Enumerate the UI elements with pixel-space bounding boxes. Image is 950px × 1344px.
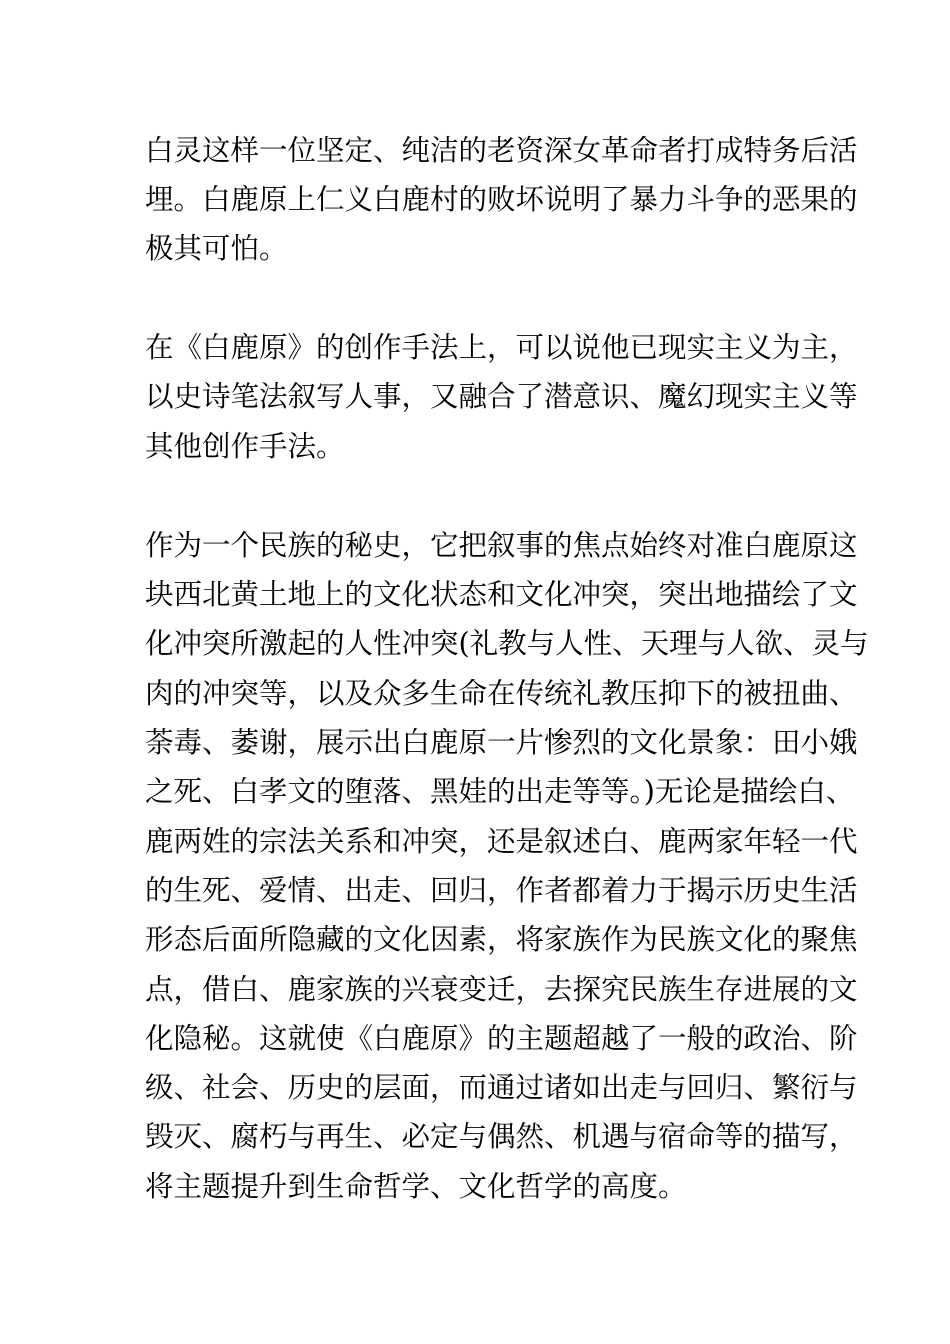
paragraph-3-line-11: 化隐秘。这就使《白鹿原》的主题超越了一般的政治、阶	[145, 1022, 858, 1055]
paragraph-3-line-2: 块西北黄土地上的文化状态和文化冲突，突出地描绘了文	[145, 578, 858, 611]
paragraph-1-line-2: 埋。白鹿原上仁义白鹿村的败坏说明了暴力斗争的恶果的	[145, 183, 858, 216]
paragraph-3-line-6: 之死、白孝文的堕落、黑娃的出走等等。)无论是描绘白、	[145, 775, 855, 808]
paragraph-2-line-1: 在《白鹿原》的创作手法上，可以说他已现实主义为主，	[145, 331, 858, 364]
paragraph-1-line-1: 白灵这样一位坚定、纯洁的老资深女革命者打成特务后活	[145, 134, 858, 167]
paragraph-3-line-4: 肉的冲突等，以及众多生命在传统礼教压抑下的被扭曲、	[145, 677, 858, 710]
paragraph-2-line-2: 以史诗笔法叙写人事，又融合了潜意识、魔幻现实主义等	[145, 380, 858, 413]
paragraph-3-line-9: 形态后面所隐藏的文化因素，将家族作为民族文化的聚焦	[145, 923, 858, 956]
paragraph-3-line-12: 级、社会、历史的层面，而通过诸如出走与回归、繁衍与	[145, 1071, 858, 1104]
paragraph-3-line-1: 作为一个民族的秘史，它把叙事的焦点始终对准白鹿原这	[145, 529, 858, 562]
paragraph-3-line-7: 鹿两姓的宗法关系和冲突，还是叙述白、鹿两家年轻一代	[145, 825, 858, 858]
paragraph-3-line-13: 毁灭、腐朽与再生、必定与偶然、机遇与宿命等的描写，	[145, 1120, 858, 1153]
paragraph-3-line-5: 荼毒、萎谢，展示出白鹿原一片惨烈的文化景象：田小娥	[145, 726, 858, 759]
paragraph-2-line-3: 其他创作手法。	[145, 430, 345, 463]
paragraph-3-line-10: 点，借白、鹿家族的兴衰变迁，去探究民族生存进展的文	[145, 973, 858, 1006]
paragraph-3-line-3: 化冲突所激起的人性冲突(礼教与人性、天理与人欲、灵与	[145, 627, 869, 660]
paragraph-3-line-14: 将主题提升到生命哲学、文化哲学的高度。	[145, 1170, 687, 1203]
paragraph-3-line-8: 的生死、爱情、出走、回归，作者都着力于揭示历史生活	[145, 874, 858, 907]
paragraph-1-line-3: 极其可怕。	[145, 232, 288, 265]
